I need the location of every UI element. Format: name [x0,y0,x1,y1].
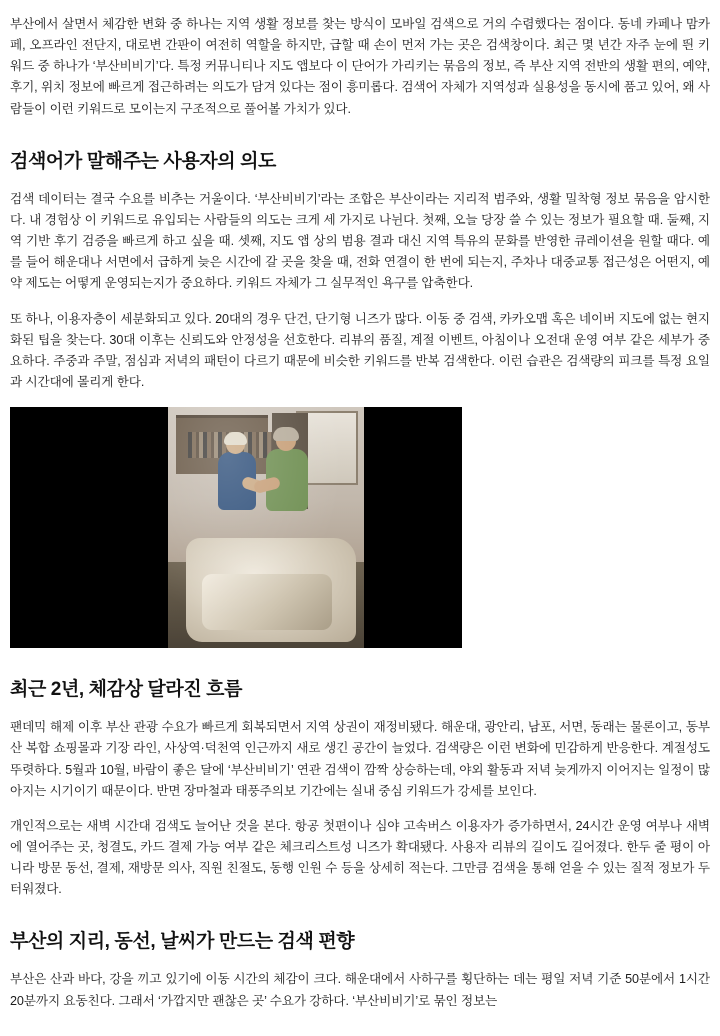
room-photo [10,407,462,648]
paragraph-geography-1: 부산은 산과 바다, 강을 끼고 있기에 이동 시간의 체감이 크다. 해운대에서 사하구를 횡단하는 데는 평일 저녁 기준 50분에서 1시간 20분까지 요동친다. 그래서 ‘가깝지만 괜찮은 곳’ 수요가 강하다. ‘부산비비기’로 묶인 정보는 [10,972,710,1008]
photo-person-left [214,435,260,533]
paragraph-trend-1: 팬데믹 해제 이후 부산 관광 수요가 빠르게 회복되면서 지역 상권이 재정비됐다. 해운대, 광안리, 남포, 서면, 동래는 물론이고, 동부산 복합 쇼핑몰과 기장 라인, 사상역·덕천역 인근까지 새로 생긴 공간이 늘었다. 검색량은 이런 변화에 민감하게 반응한다. 계절성도 뚜렷하다. 5월과 10월, 바람이 좋은 달에 ‘부산비비기’ 연관 검색이 깜짝 상승하는데, 야외 활동과 저녁 늦게까지 이어지는 일정이 많아지는 시기이기 때문이다. 반면 장마철과 태풍주의보 기간에는 실내 중심 키워드가 강세를 보인다. [10,720,710,798]
paragraph-intent-1: 검색 데이터는 결국 수요를 비추는 거울이다. ‘부산비비기’라는 조합은 부산이라는 지리적 범주와, 생활 밀착형 정보 묶음을 암시한다. 내 경험상 이 키워드로 유입되는 사람들의 의도는 크게 세 가지로 나뉜다. 첫째, 오늘 당장 쓸 수 있는 정보가 필요할 때. 둘째, 지역 기반 후기 검증을 빠르게 하고 싶을 때. 셋째, 지도 앱 상의 범용 결과 대신 지역 특유의 문화를 반영한 큐레이션을 원할 때다. 예를 들어 해운대나 서면에서 급하게 늦은 시간에 갈 곳을 찾을 때, 전화 연결이 한 번에 되는지, 주차나 대중교통 접근성은 어떤지, 예약 제도는 어떻게 운영되는지가 중요하다. 키워드 자체가 그 실무적인 욕구를 압축한다. [10,191,710,291]
photo-person-right [260,431,314,535]
photo-person-left-hair [224,432,247,445]
photo-person-right-hair [273,427,299,441]
photo-left-letterbox [10,407,168,648]
paragraph-intro-1: 부산에서 살면서 체감한 변화 중 하나는 지역 생활 정보를 찾는 방식이 모바일 검색으로 거의 수렴했다는 점이다. 동네 카페나 맘카페, 오프라인 전단지, 대로변 간판이 여전히 역할을 하지만, 급할 때 손이 먼저 가는 곳은 검색창이다. 최근 몇 년간 자주 눈에 띈 키워드 중 하나가 ‘부산비비기’다. 특정 커뮤니티나 지도 앱보다 이 단어가 가리키는 묶음의 정보, 즉 부산 지역 전반의 생활 편의, 예약, 후기, 위치 정보에 빠르게 접근하려는 의도가 담겨 있다는 점이 흥미롭다. 검색어 자체가 지역성과 실용성을 동시에 품고 있어, 왜 사람들이 이런 키워드로 모이는지 구조적으로 풀어볼 가치가 있다. [10,17,710,116]
photo-room-scene [168,407,364,648]
heading-search-intent: 검색어가 말해주는 사용자의 의도 [10,150,276,172]
photo-right-letterbox [364,407,462,648]
paragraph-intent-2: 또 하나, 이용자층이 세분화되고 있다. 20대의 경우 단건, 단기형 니즈가 많다. 이동 중 검색, 카카오맵 혹은 네이버 지도에 없는 현지화된 팁을 찾는다. 30대 이후는 신뢰도와 안정성을 선호한다. 리뷰의 품질, 계절 이벤트, 아침이나 오전대 운영 여부 같은 세부가 중요하다. 주중과 주말, 점심과 저녁의 패턴이 다르기 때문에 비슷한 키워드를 반복 검색한다. 이런 습관은 검색량의 피크를 특정 요일과 시간대에 몰리게 한다. [10,311,710,390]
paragraph-trend-2: 개인적으로는 새벽 시간대 검색도 늘어난 것을 본다. 항공 첫편이나 심야 고속버스 이용자가 증가하면서, 24시간 운영 여부나 새벽에 열어주는 곳, 청결도, 카드 결제 가능 여부 같은 체크리스트성 니즈가 확대됐다. 사용자 리뷰의 길이도 길어졌다. 한두 줄 평이 아니라 방문 동선, 결제, 재방문 의사, 직원 친절도, 동행 인원 수 등을 상세히 적는다. 그만큼 검색을 통해 얻을 수 있는 질적 정보가 두터워졌다. [10,818,710,897]
heading-recent-trend: 최근 2년, 체감상 달라진 흐름 [10,679,243,701]
photo-bed-blanket [202,574,332,630]
article-figure [10,407,710,648]
heading-geography-bias: 부산의 지리, 동선, 날씨가 만드는 검색 편향 [10,931,355,953]
